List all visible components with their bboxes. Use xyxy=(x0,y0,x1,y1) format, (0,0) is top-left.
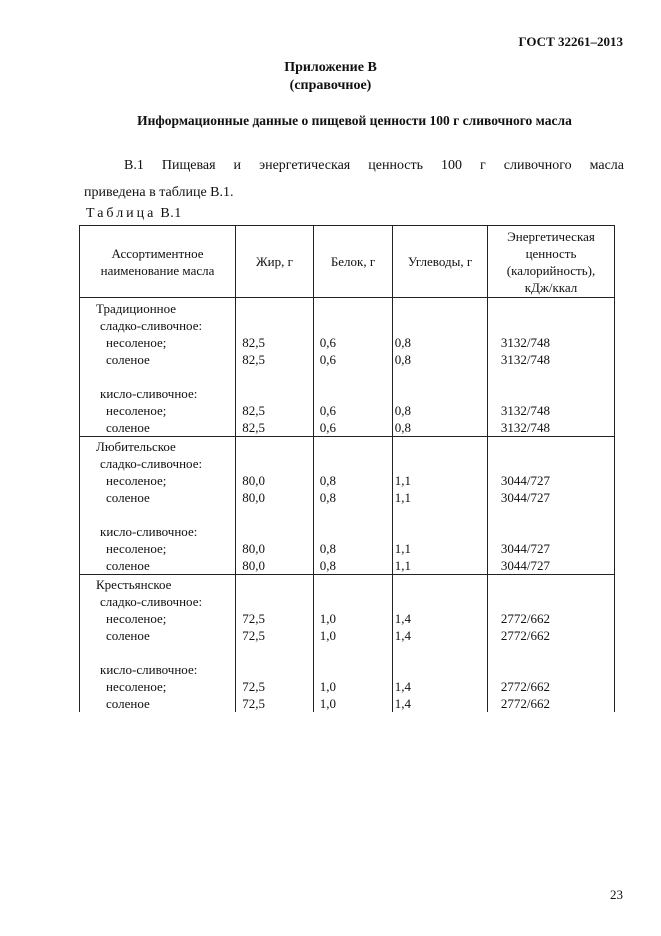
cell-fat xyxy=(236,575,314,713)
subtype-label: кисло-сливочное: xyxy=(100,662,198,677)
appendix-subtitle: (справочное) xyxy=(289,78,372,93)
appendix-title: Приложение В xyxy=(284,60,377,75)
row-label: несоленое; xyxy=(106,403,167,418)
cell-energy xyxy=(488,298,615,437)
table-caption-prefix: Таблица xyxy=(86,206,157,221)
energy-value: 3044/727 xyxy=(500,558,550,573)
carbs-value: 0,8 xyxy=(394,335,411,350)
cell-name xyxy=(80,298,236,437)
protein-value: 0,6 xyxy=(319,352,336,367)
row-label: соленое xyxy=(106,420,150,435)
row-label: соленое xyxy=(106,696,150,711)
fat-value: 82,5 xyxy=(242,352,265,367)
nutrition-table xyxy=(79,225,615,712)
header-fat: Жир, г xyxy=(236,226,314,298)
carbs-value: 1,4 xyxy=(394,679,411,694)
subtype-label: сладко-сливочное: xyxy=(100,456,203,471)
energy-value: 2772/662 xyxy=(500,679,550,694)
protein-value: 0,6 xyxy=(319,403,336,418)
row-label: соленое xyxy=(106,490,150,505)
protein-value: 0,8 xyxy=(319,490,336,505)
protein-value: 0,8 xyxy=(319,473,336,488)
table-group xyxy=(80,298,615,437)
carbs-value: 1,1 xyxy=(394,558,411,573)
row-label: несоленое; xyxy=(106,335,167,350)
carbs-value: 1,4 xyxy=(394,611,411,626)
energy-value: 2772/662 xyxy=(500,696,550,711)
protein-value: 0,8 xyxy=(319,558,336,573)
protein-value: 1,0 xyxy=(319,611,336,626)
carbs-value: 1,4 xyxy=(394,696,411,711)
subtype-label: сладко-сливочное: xyxy=(100,318,203,333)
subtype-label: кисло-сливочное: xyxy=(100,524,198,539)
cell-carbs xyxy=(393,575,488,713)
carbs-value: 0,8 xyxy=(394,352,411,367)
energy-value: 3132/748 xyxy=(500,403,550,418)
standard-code: ГОСТ 32261–2013 xyxy=(518,34,623,49)
protein-value: 0,8 xyxy=(319,541,336,556)
cell-energy xyxy=(488,437,615,575)
subtype-label: кисло-сливочное: xyxy=(100,386,198,401)
carbs-value: 0,8 xyxy=(394,403,411,418)
fat-value: 80,0 xyxy=(242,490,265,505)
energy-value: 2772/662 xyxy=(500,628,550,643)
header-protein: Белок, г xyxy=(314,226,393,298)
energy-value: 3044/727 xyxy=(500,473,550,488)
cell-protein xyxy=(314,437,393,575)
energy-value: 3044/727 xyxy=(500,490,550,505)
header-name xyxy=(80,226,236,298)
header-line: наименование масла xyxy=(100,262,215,278)
table-caption-number: В.1 xyxy=(160,206,182,221)
energy-value: 3132/748 xyxy=(500,352,550,367)
header-line: Ассортиментное xyxy=(111,245,204,261)
cell-energy xyxy=(488,575,615,713)
energy-value: 3132/748 xyxy=(500,335,550,350)
fat-value: 82,5 xyxy=(242,420,265,435)
fat-value: 80,0 xyxy=(242,473,265,488)
carbs-value: 0,8 xyxy=(394,420,411,435)
row-label: соленое xyxy=(106,352,150,367)
paragraph-line: В.1 Пищевая и энергетическая ценность 100 г сливочного масла xyxy=(124,158,624,173)
energy-value: 2772/662 xyxy=(500,611,550,626)
row-label: несоленое; xyxy=(106,473,167,488)
table-caption xyxy=(86,206,182,222)
row-label: несоленое; xyxy=(106,541,167,556)
header-line: Энергетическая xyxy=(507,228,595,244)
table-group xyxy=(80,575,615,713)
header-energy xyxy=(488,226,615,298)
cell-carbs xyxy=(393,437,488,575)
cell-fat xyxy=(236,437,314,575)
fat-value: 72,5 xyxy=(242,628,265,643)
group-name: Традиционное xyxy=(96,301,177,316)
cell-name xyxy=(80,575,236,713)
carbs-value: 1,4 xyxy=(394,628,411,643)
fat-value: 82,5 xyxy=(242,335,265,350)
energy-value: 3132/748 xyxy=(500,420,550,435)
subtype-label: сладко-сливочное: xyxy=(100,594,203,609)
carbs-value: 1,1 xyxy=(394,490,411,505)
carbs-value: 1,1 xyxy=(394,473,411,488)
energy-value: 3044/727 xyxy=(500,541,550,556)
header-carbs: Углеводы, г xyxy=(393,226,488,298)
protein-value: 0,6 xyxy=(319,335,336,350)
paragraph-line: приведена в таблице В.1. xyxy=(84,185,234,200)
fat-value: 82,5 xyxy=(242,403,265,418)
row-label: соленое xyxy=(106,558,150,573)
fat-value: 72,5 xyxy=(242,679,265,694)
table-header-row xyxy=(80,226,615,298)
cell-name xyxy=(80,437,236,575)
cell-fat xyxy=(236,298,314,437)
intro-paragraph xyxy=(84,152,624,206)
group-name: Крестьянское xyxy=(96,577,172,592)
row-label: несоленое; xyxy=(106,611,167,626)
row-label: соленое xyxy=(106,628,150,643)
fat-value: 72,5 xyxy=(242,696,265,711)
protein-value: 0,6 xyxy=(319,420,336,435)
cell-protein xyxy=(314,575,393,713)
section-title: Информационные данные о пищевой ценности 100 г сливочного масла xyxy=(137,113,572,128)
row-label: несоленое; xyxy=(106,679,167,694)
carbs-value: 1,1 xyxy=(394,541,411,556)
header-line: (калорийность), xyxy=(506,262,596,278)
fat-value: 72,5 xyxy=(242,611,265,626)
cell-protein xyxy=(314,298,393,437)
header-line: кДж/ккал xyxy=(524,279,578,295)
header-line: ценность xyxy=(525,245,577,261)
protein-value: 1,0 xyxy=(319,696,336,711)
protein-value: 1,0 xyxy=(319,679,336,694)
fat-value: 80,0 xyxy=(242,541,265,556)
group-name: Любительское xyxy=(96,439,176,454)
table-row xyxy=(80,437,615,575)
table-row xyxy=(80,575,615,713)
table-group xyxy=(80,437,615,575)
page-number: 23 xyxy=(610,887,623,902)
table-row xyxy=(80,298,615,437)
fat-value: 80,0 xyxy=(242,558,265,573)
cell-carbs xyxy=(393,298,488,437)
protein-value: 1,0 xyxy=(319,628,336,643)
